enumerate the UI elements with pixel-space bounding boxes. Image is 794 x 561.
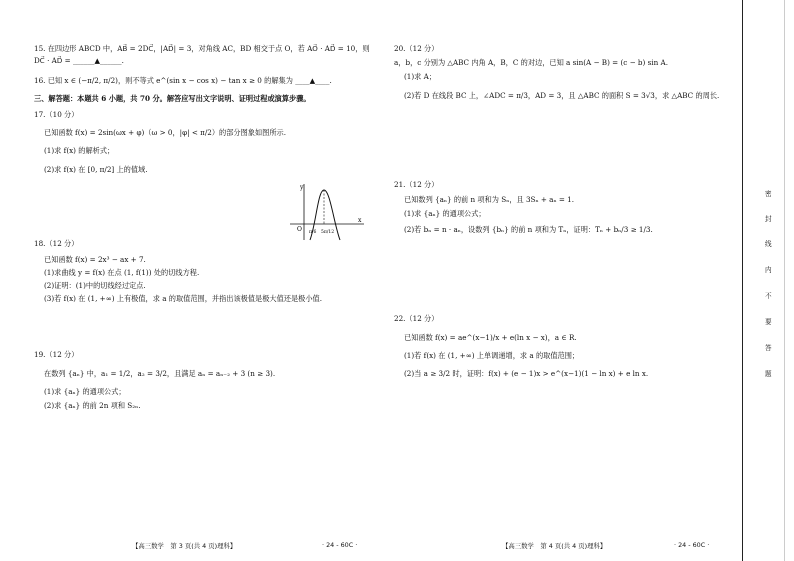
seal-line	[742, 0, 743, 561]
q19-part1: (1)求 {aₙ} 的通项公式；	[44, 387, 126, 396]
seal-char: 密	[765, 190, 772, 198]
exam-page-4	[382, 0, 728, 561]
graph-origin-label: O	[297, 226, 302, 233]
q18-part2: (2)证明：(1)中的切线经过定点.	[44, 281, 146, 290]
q18-heading: 18.（12 分）	[34, 239, 79, 248]
q17-part1: (1)求 f(x) 的解析式；	[44, 146, 115, 155]
q22-part1: (1)若 f(x) 在 (1, +∞) 上单调递增，求 a 的取值范围；	[404, 351, 580, 360]
q19-stem: 在数列 {aₙ} 中，a₁ = 1/2，a₂ = 3/2，且满足 aₙ = aₙ₋₂ + 3 (n ≥ 3).	[44, 369, 276, 378]
q20-part2: (2)若 D 在线段 BC 上，∠ADC = π/3，AD = 3，且 △ABC 的面积 S = 3√3，求 △ABC 的周长.	[404, 91, 720, 100]
graph-tick-pi-6: π/6	[309, 230, 317, 235]
q18-stem: 已知函数 f(x) = 2x³ − ax + 7.	[44, 255, 146, 264]
q22-part2: (2)当 a ≥ 3/2 时，证明：f(x) + (e − 1)x > e^(x−1)(1 − ln x) + e ln x.	[404, 369, 649, 378]
q18-part3: (3)若 f(x) 在 (1, +∞) 上有极值，求 a 的取值范围，并指出该极值是极大值还是极小值.	[44, 294, 322, 303]
q17-heading: 17.（10 分）	[34, 110, 79, 119]
seal-char: 答	[765, 344, 772, 352]
q20-part1: (1)求 A；	[404, 72, 437, 81]
q22-stem: 已知函数 f(x) = ae^(x−1)/x + e(ln x − x)，a ∈ R.	[404, 333, 577, 342]
seal-char: 不	[765, 292, 772, 300]
section3-heading: 三、解答题：本题共 6 小题，共 70 分。解答应写出文字说明、证明过程或演算步骤。	[34, 94, 311, 103]
q15-line1: 15. 在四边形 ABCD 中，AB⃗ = 2DC⃗，|AD⃗| = 3，对角线 AC，BD 相交于点 O，若 AO⃗ · AD⃗ = 10，则	[34, 44, 370, 53]
graph-x-label: x	[358, 217, 362, 224]
q17-stem: 已知函数 f(x) = 2sin(ωx + φ)（ω > 0，|φ| < π/2）的部分图象如图所示.	[44, 128, 287, 137]
q20-heading: 20.（12 分）	[394, 44, 439, 53]
seal-char: 题	[765, 370, 772, 378]
q20-stem: a，b，c 分别为 △ABC 内角 A，B，C 的对边，已知 a sin(A − B) = (c − b) sin A.	[394, 58, 668, 67]
page-edge	[784, 0, 785, 561]
q16: 16. 已知 x ∈ (−π/2, π/2)，则不等式 e^(sin x − cos x) − tan x ≥ 0 的解集为 ____▲____.	[34, 76, 332, 85]
seal-char: 要	[765, 318, 772, 326]
q17-part2: (2)求 f(x) 在 [0, π/2] 上的值域.	[44, 165, 148, 174]
q21-part1: (1)求 {aₙ} 的通项公式；	[404, 209, 486, 218]
graph-y-label: y	[300, 184, 304, 191]
seal-char: 封	[765, 215, 772, 223]
q19-heading: 19.（12 分）	[34, 350, 79, 359]
q17-sine-graph	[288, 180, 368, 242]
seal-char: 内	[765, 266, 772, 274]
q18-part1: (1)求曲线 y = f(x) 在点 (1, f(1)) 处的切线方程.	[44, 268, 200, 277]
footer-code-left: · 24 - 60C ·	[322, 541, 358, 549]
seal-char: 线	[765, 240, 772, 248]
footer-page-3: 【高三数学 第 3 页(共 4 页)理科】	[132, 542, 237, 550]
q21-part2: (2)若 bₙ = n · aₙ，设数列 {bₙ} 的前 n 项和为 Tₙ，证明：Tₙ + bₙ/3 ≥ 1/3.	[404, 225, 653, 234]
graph-tick-5pi-12: 5π/12	[321, 230, 335, 235]
footer-page-4: 【高三数学 第 4 页(共 4 页)理科】	[502, 542, 607, 550]
q21-heading: 21.（12 分）	[394, 180, 439, 189]
q21-stem: 已知数列 {aₙ} 的前 n 项和为 Sₙ，且 3Sₙ + aₙ = 1.	[404, 195, 575, 204]
footer-code-right: · 24 - 60C ·	[674, 541, 710, 549]
q19-part2: (2)求 {aₙ} 的前 2n 项和 S₂ₙ.	[44, 401, 141, 410]
q15-line2: DC⃗ · AD⃗ = ______▲______.	[34, 56, 124, 65]
q22-heading: 22.（12 分）	[394, 314, 439, 323]
exam-page-3	[0, 0, 378, 561]
